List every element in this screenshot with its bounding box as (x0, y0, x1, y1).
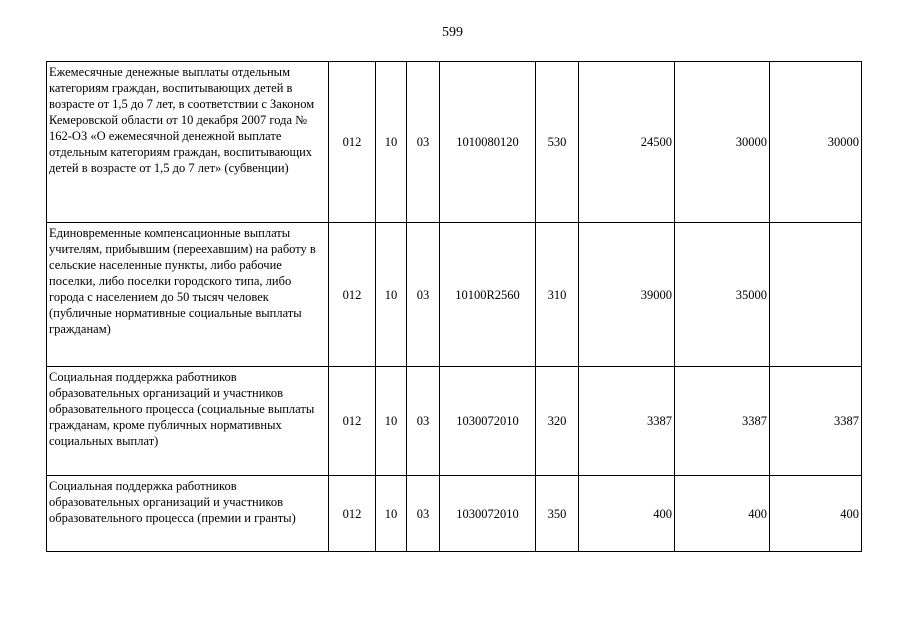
amount-year-2: 30000 (675, 62, 770, 223)
ministry-code: 012 (329, 62, 376, 223)
budget-table (46, 61, 862, 552)
amount-year-1: 3387 (579, 367, 675, 476)
expense-kind-code: 350 (536, 476, 579, 552)
table-row (47, 223, 862, 367)
expense-kind-code: 530 (536, 62, 579, 223)
section-code: 10 (376, 223, 407, 367)
amount-year-3: 30000 (770, 62, 862, 223)
row-description: Единовременные компенсационные выплаты учителям, прибывшим (переехавшим) на работу в сельские населенные пункты, либо рабочие поселки, либо поселки городского типа, либо города с населением до 50 тысяч человек (публичные нормативные социальные выплаты гражданам) (47, 223, 329, 367)
subsection-code: 03 (407, 476, 440, 552)
section-code: 10 (376, 62, 407, 223)
amount-year-2: 400 (675, 476, 770, 552)
amount-year-2: 3387 (675, 367, 770, 476)
subsection-code: 03 (407, 223, 440, 367)
section-code: 10 (376, 476, 407, 552)
amount-year-2: 35000 (675, 223, 770, 367)
target-article-code: 1030072010 (440, 367, 536, 476)
table-row (47, 62, 862, 223)
amount-year-3 (770, 223, 862, 367)
target-article-code: 1030072010 (440, 476, 536, 552)
row-description: Социальная поддержка работников образовательных организаций и участников образовательного процесса (социальные выплаты гражданам, кроме публичных нормативных социальных выплат) (47, 367, 329, 476)
expense-kind-code: 320 (536, 367, 579, 476)
section-code: 10 (376, 367, 407, 476)
target-article-code: 10100R2560 (440, 223, 536, 367)
expense-kind-code: 310 (536, 223, 579, 367)
subsection-code: 03 (407, 367, 440, 476)
amount-year-3: 3387 (770, 367, 862, 476)
ministry-code: 012 (329, 476, 376, 552)
row-description: Социальная поддержка работников образовательных организаций и участников образовательного процесса (премии и гранты) (47, 476, 329, 552)
row-description: Ежемесячные денежные выплаты отдельным категориям граждан, воспитывающих детей в возрасте от 1,5 до 7 лет, в соответствии с Законом Кемеровской области от 10 декабря 2007 года № 162-ОЗ «О ежемесячной денежной выплате отдельным категориям граждан, воспитывающих детей в возрасте от 1,5 до 7 лет» (субвенции) (47, 62, 329, 223)
ministry-code: 012 (329, 367, 376, 476)
page-number: 599 (442, 25, 463, 40)
subsection-code: 03 (407, 62, 440, 223)
ministry-code: 012 (329, 223, 376, 367)
amount-year-1: 400 (579, 476, 675, 552)
target-article-code: 1010080120 (440, 62, 536, 223)
amount-year-1: 39000 (579, 223, 675, 367)
table-row (47, 476, 862, 552)
amount-year-3: 400 (770, 476, 862, 552)
amount-year-1: 24500 (579, 62, 675, 223)
table-row (47, 367, 862, 476)
